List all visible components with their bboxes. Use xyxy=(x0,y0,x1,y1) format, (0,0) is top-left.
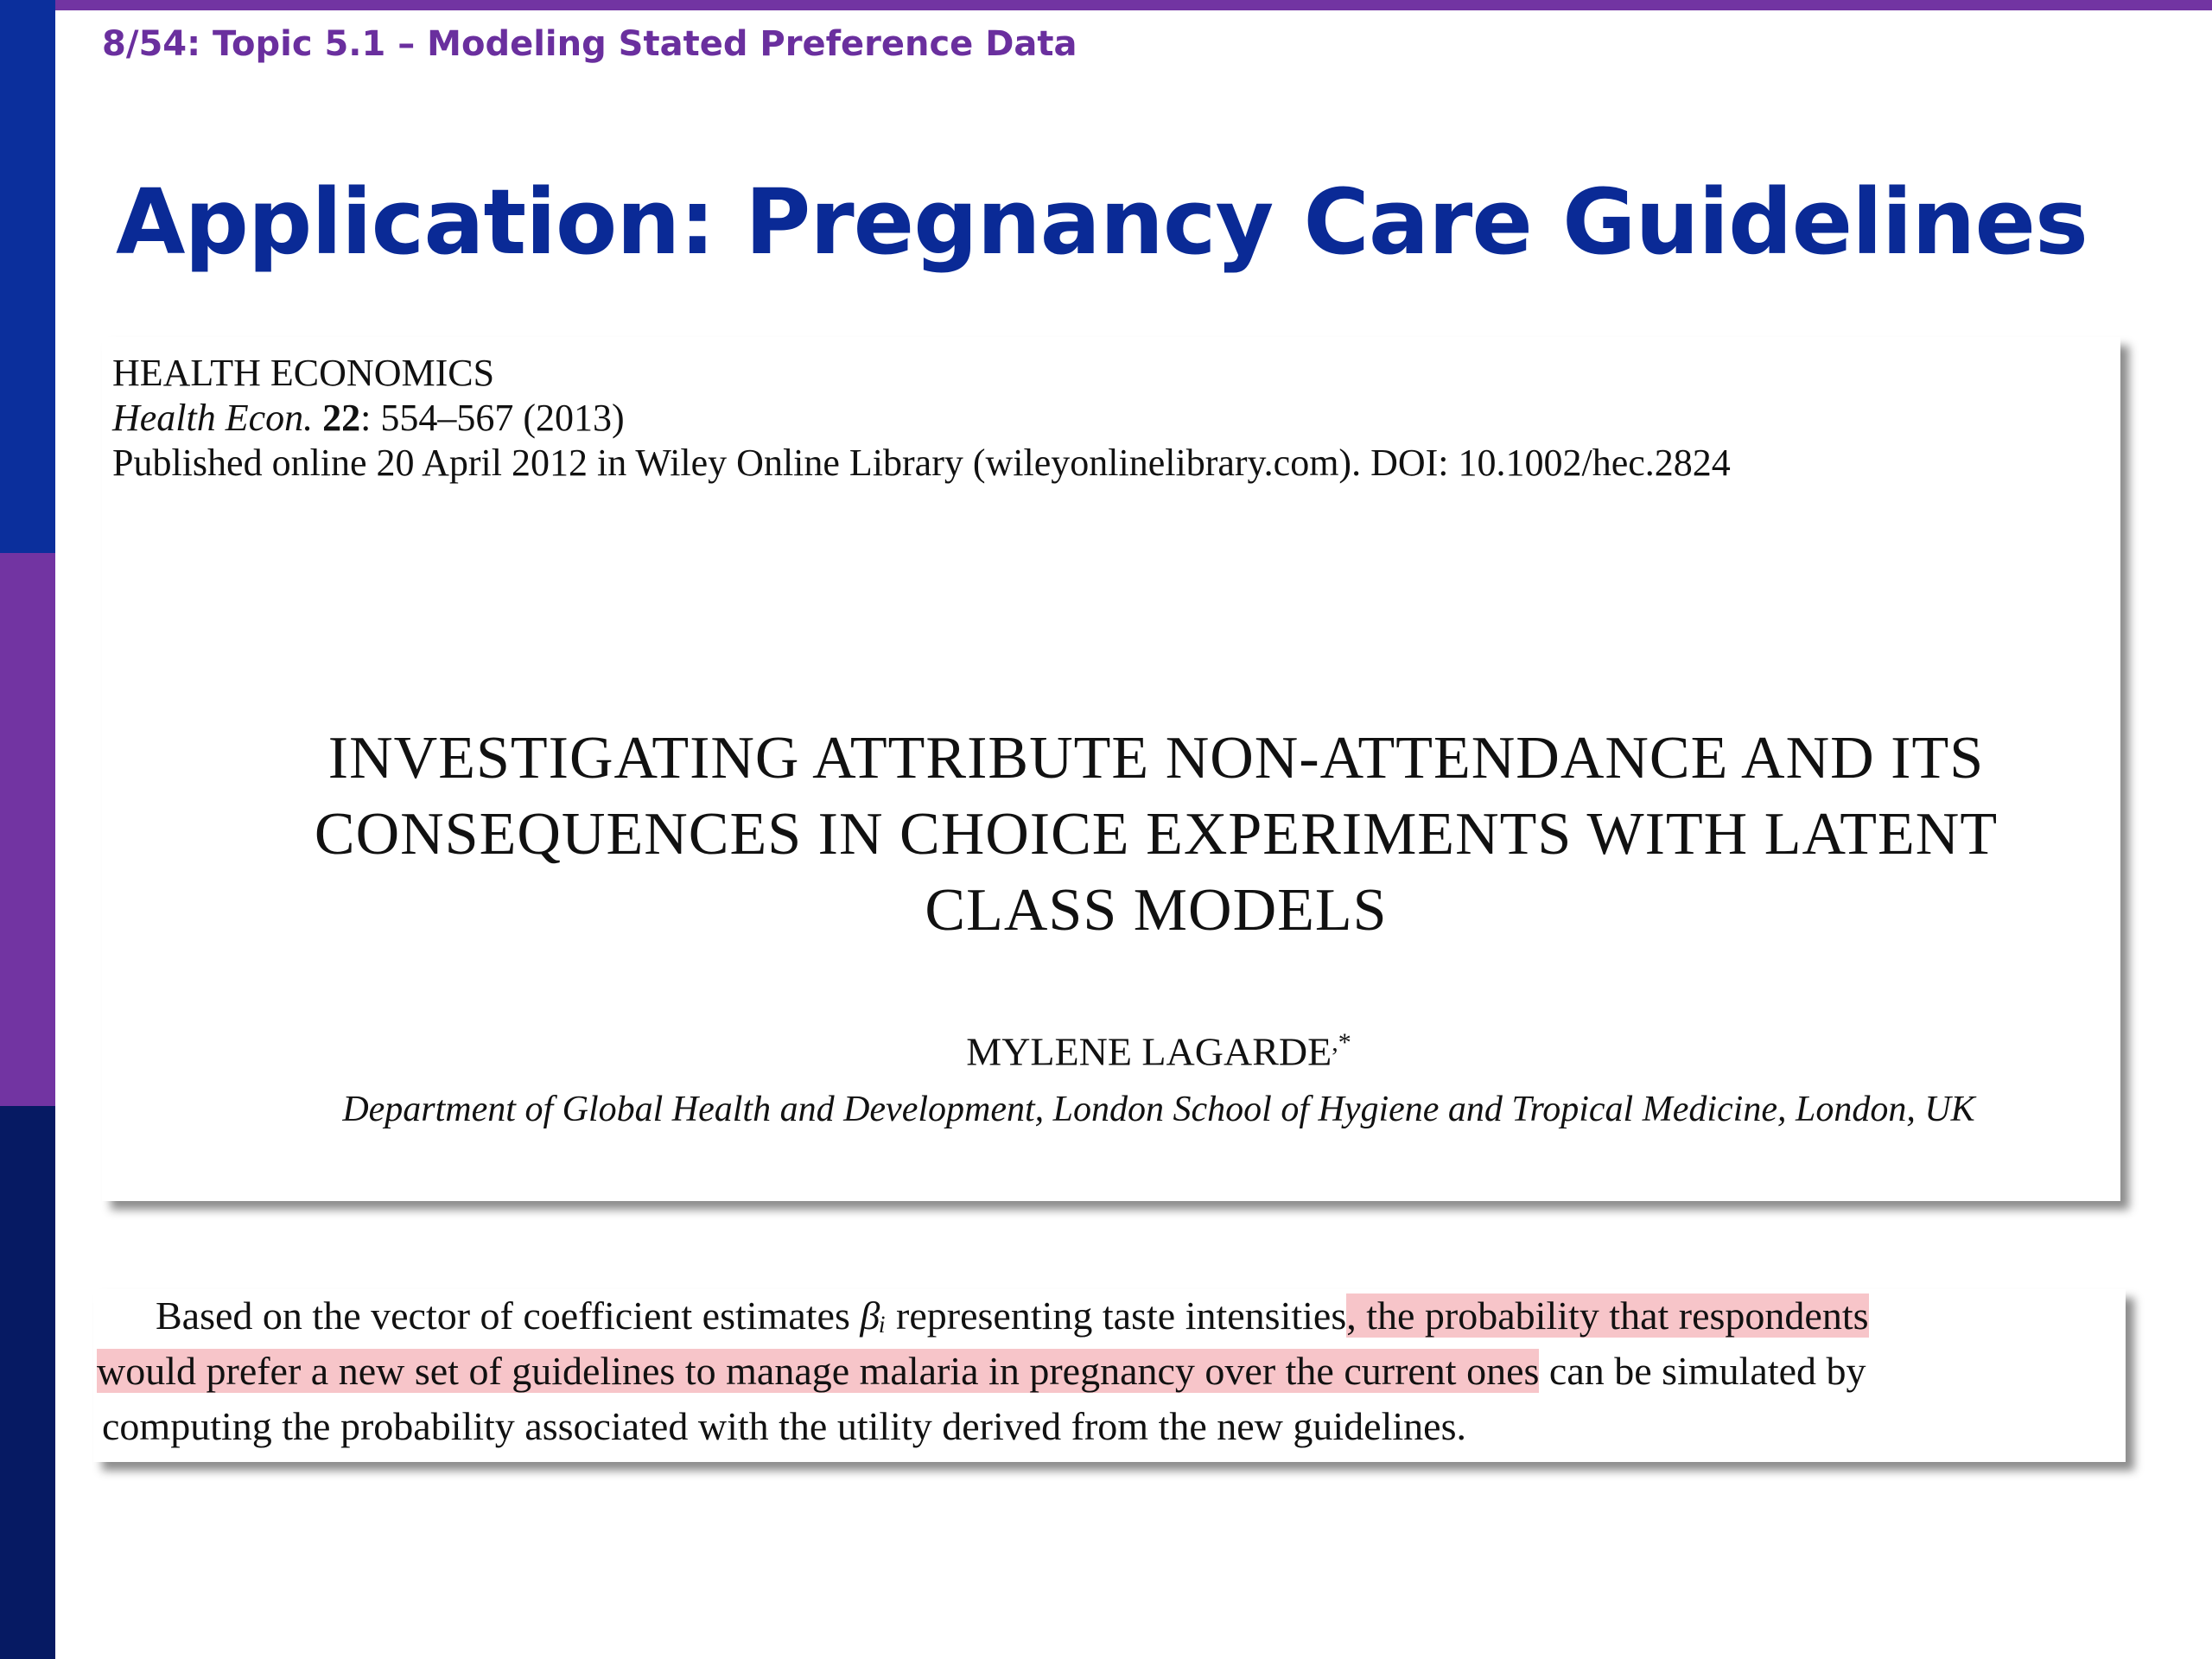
journal-name: HEALTH ECONOMICS xyxy=(112,352,495,394)
journal-citation xyxy=(112,396,1731,441)
author-affiliation: Department of Global Health and Development, London School of Hygiene and Tropical Medicine, London, UK xyxy=(342,1090,1975,1129)
top-accent-bar xyxy=(55,0,2212,10)
left-accent-bar xyxy=(0,0,55,1659)
paper-text-excerpt xyxy=(93,1289,2126,1462)
author-name: MYLENE LAGARDE xyxy=(966,1029,1332,1074)
excerpt-line-2 xyxy=(97,1344,1866,1398)
paper-title xyxy=(206,721,2107,949)
citation-volume: 22 xyxy=(322,397,361,439)
paper-title-line: CLASS MODELS xyxy=(925,877,1388,944)
excerpt-text: representing taste intensities xyxy=(886,1294,1347,1338)
paper-title-line: INVESTIGATING ATTRIBUTE NON-ATTENDANCE AND ITS xyxy=(327,725,1985,791)
left-bar-navy-segment xyxy=(0,1106,55,1659)
excerpt-line-3: computing the probability associated with the utility derived from the new guidelines. xyxy=(102,1404,1466,1448)
highlighted-text: would prefer a new set of guidelines to manage malaria in pregnancy over the current ones xyxy=(97,1349,1540,1393)
highlighted-text: , the probability that respondents xyxy=(1346,1294,1869,1338)
journal-info xyxy=(112,351,1731,486)
citation-pages: : 554–567 (2013) xyxy=(360,397,625,439)
paper-author xyxy=(102,1028,2212,1074)
published-line: Published online 20 April 2012 in Wiley Online Library (wileyonlinelibrary.com). DOI: 10.1002/hec.2824 xyxy=(112,442,1731,484)
slide-title: Application: Pregnancy Care Guidelines xyxy=(116,169,2088,275)
left-bar-purple-segment xyxy=(0,553,55,1106)
paper-title-page-excerpt xyxy=(102,337,2120,1201)
excerpt-text: can be simulated by xyxy=(1539,1349,1866,1393)
beta-symbol: βᵢ xyxy=(860,1294,887,1338)
left-bar-blue-segment xyxy=(0,0,55,553)
slide-header: 8/54: Topic 5.1 – Modeling Stated Preference Data xyxy=(102,24,1077,64)
citation-journal: Health Econ. xyxy=(112,397,314,439)
paper-title-line: CONSEQUENCES IN CHOICE EXPERIMENTS WITH LATENT xyxy=(314,801,1999,868)
author-mark: ,* xyxy=(1332,1028,1351,1057)
excerpt-line-1 xyxy=(156,1289,1869,1343)
excerpt-text: Based on the vector of coefficient estimates xyxy=(156,1294,861,1338)
